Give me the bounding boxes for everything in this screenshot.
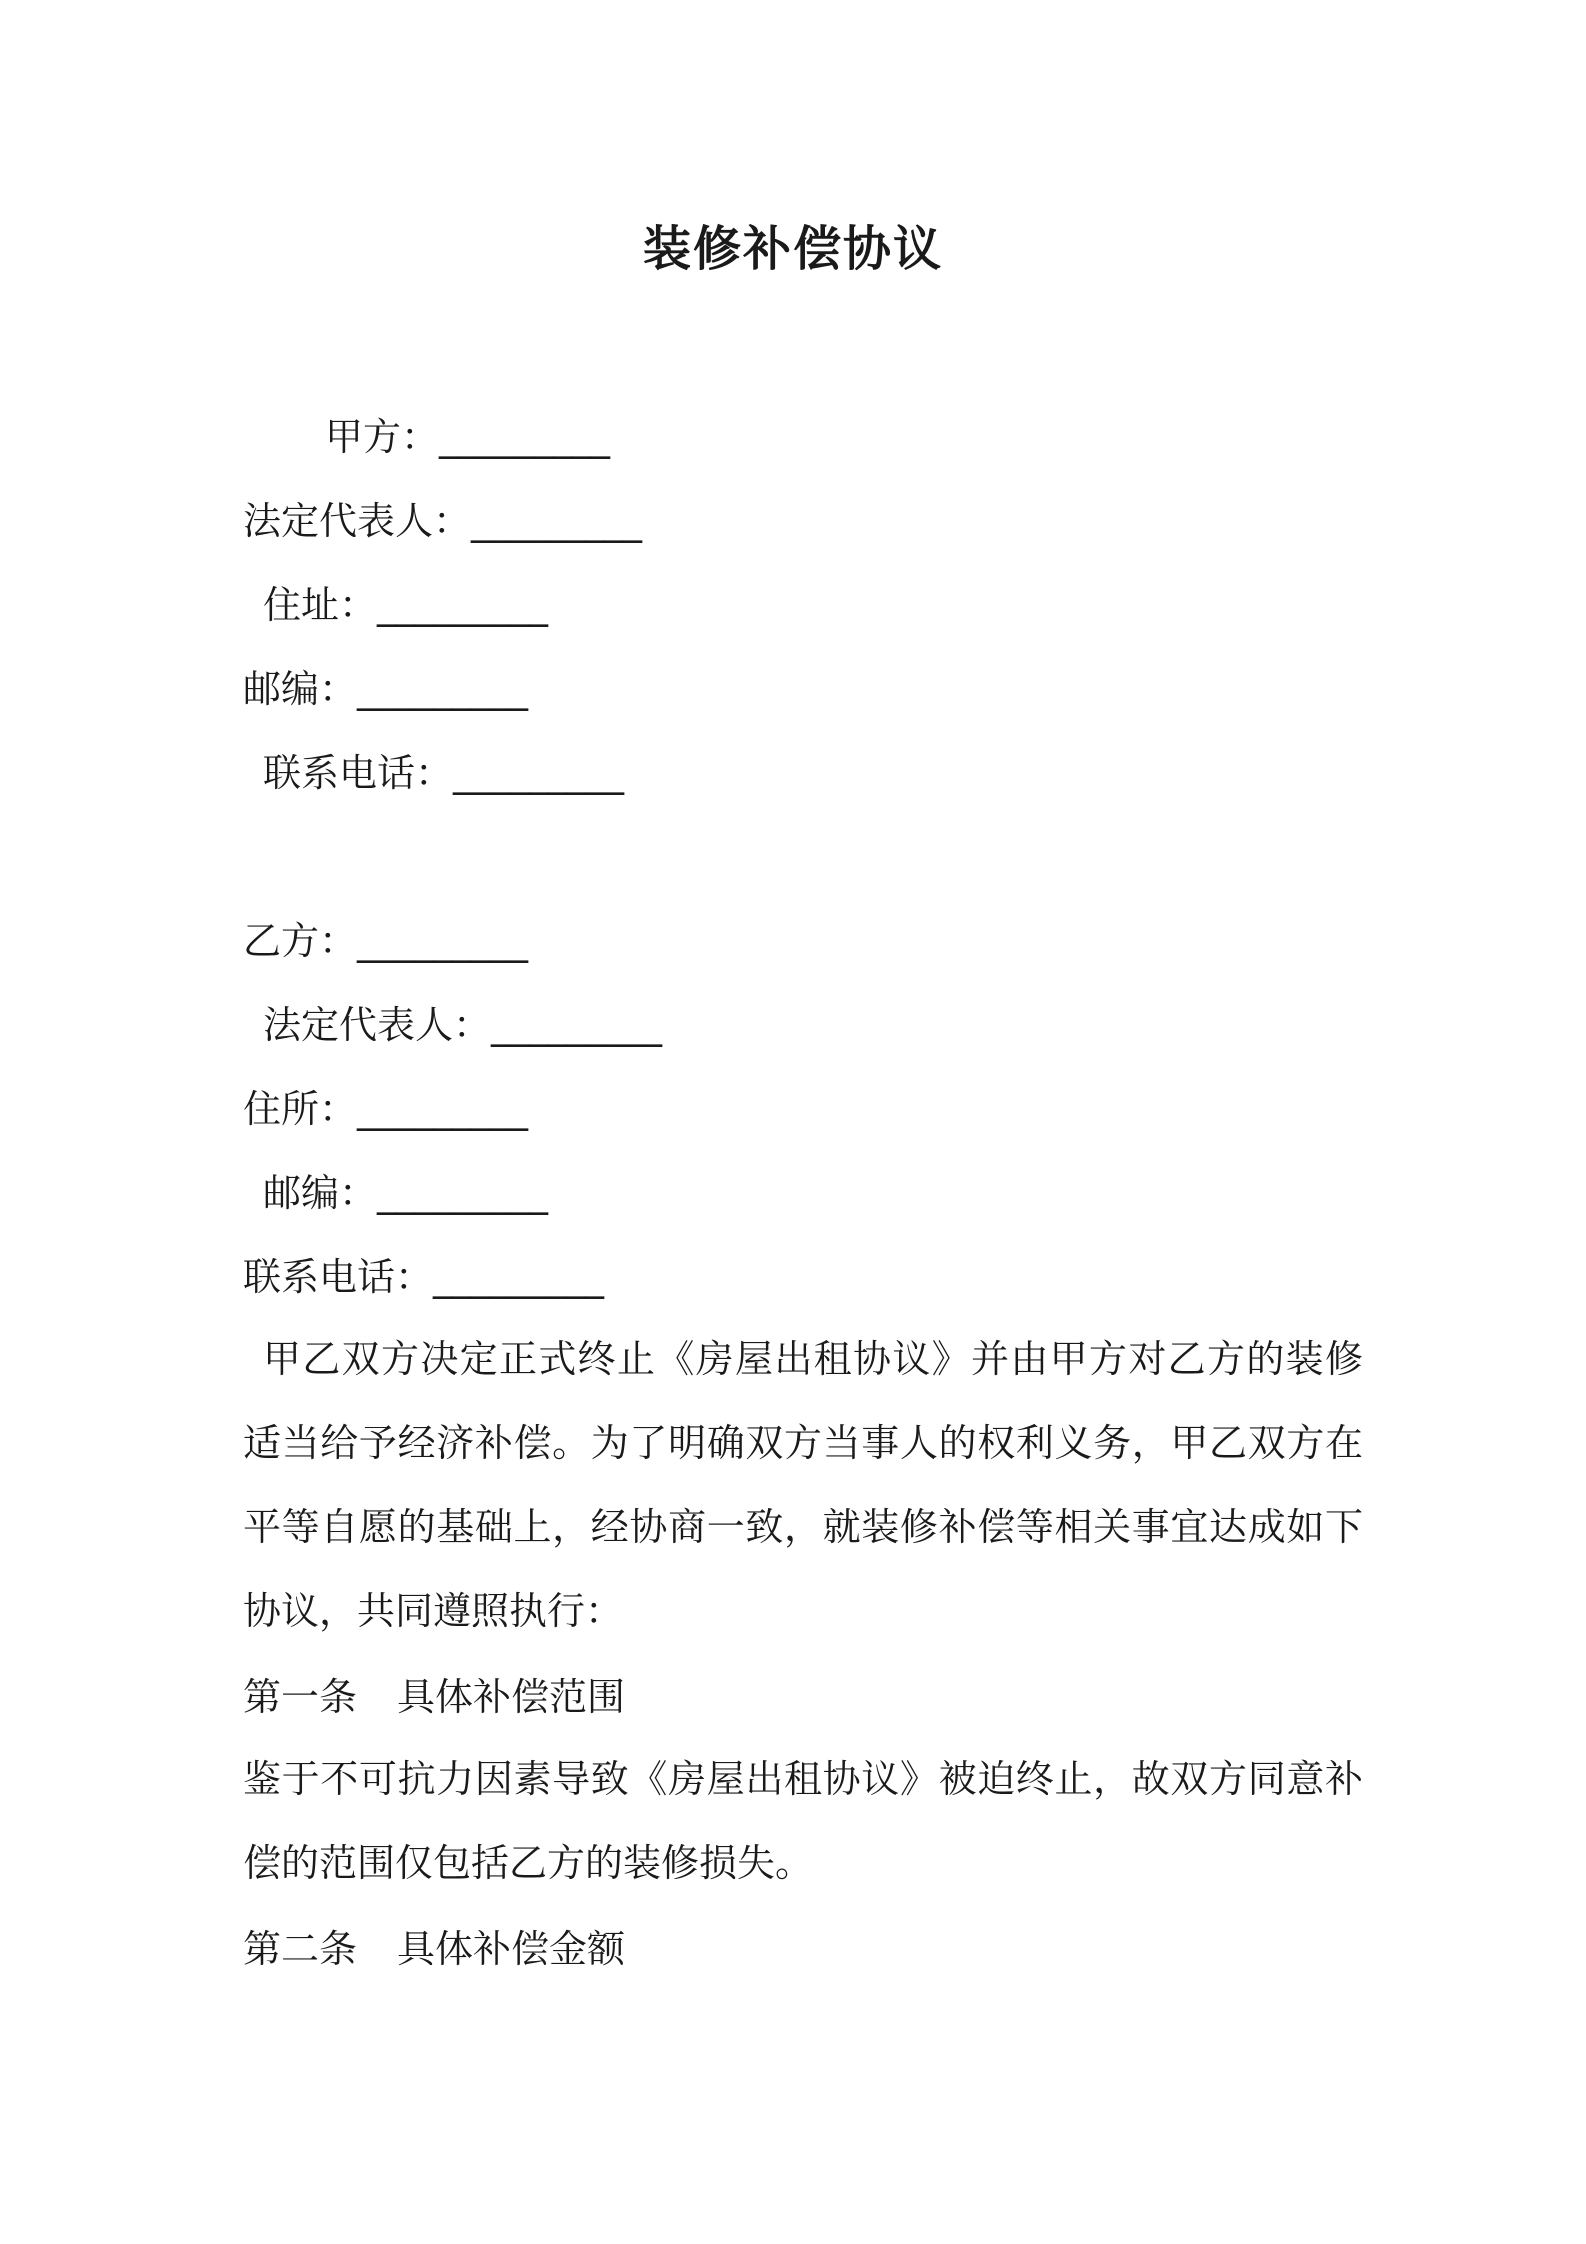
party-b-postcode-line: 邮编：_________ (263, 1171, 549, 1215)
article-1-body: 鉴于不可抗力因素导致《房屋出租协议》被迫终止，故双方同意补偿的范围仅包括乙方的装修损失。 (243, 1757, 1363, 1885)
intro-paragraph: 甲乙双方决定正式终止《房屋出租协议》并由甲方对乙方的装修适当给予经济补偿。为了明确双方当事人的权利义务，甲乙双方在平等自愿的基础上，经协商一致，就装修补偿等相关事宜达成如下协议，共同遵照执行： (243, 1337, 1363, 1633)
party-b-name-line: 乙方：_________ (243, 919, 529, 963)
party-a-phone-line: 联系电话：_________ (263, 751, 625, 795)
party-b-rep-line: 法定代表人：_________ (263, 1003, 663, 1047)
party-a-postcode-line: 邮编：_________ (243, 667, 529, 711)
article-2-title: 具体补偿金额 (397, 1927, 626, 1971)
party-a-rep-line: 法定代表人：_________ (243, 499, 643, 543)
party-a-name-line: 甲方：_________ (325, 415, 611, 459)
party-b-phone-line: 联系电话：_________ (243, 1255, 605, 1299)
article-1-number: 第一条 (243, 1675, 358, 1719)
article-2-number: 第二条 (243, 1927, 358, 1971)
party-a-address-line: 住址：_________ (263, 583, 549, 627)
article-2-heading (243, 1925, 625, 1973)
document-title: 装修补偿协议 (642, 221, 943, 277)
article-1-title: 具体补偿范围 (397, 1675, 626, 1719)
article-1-heading (243, 1673, 625, 1721)
party-b-address-line: 住所：_________ (243, 1087, 529, 1131)
